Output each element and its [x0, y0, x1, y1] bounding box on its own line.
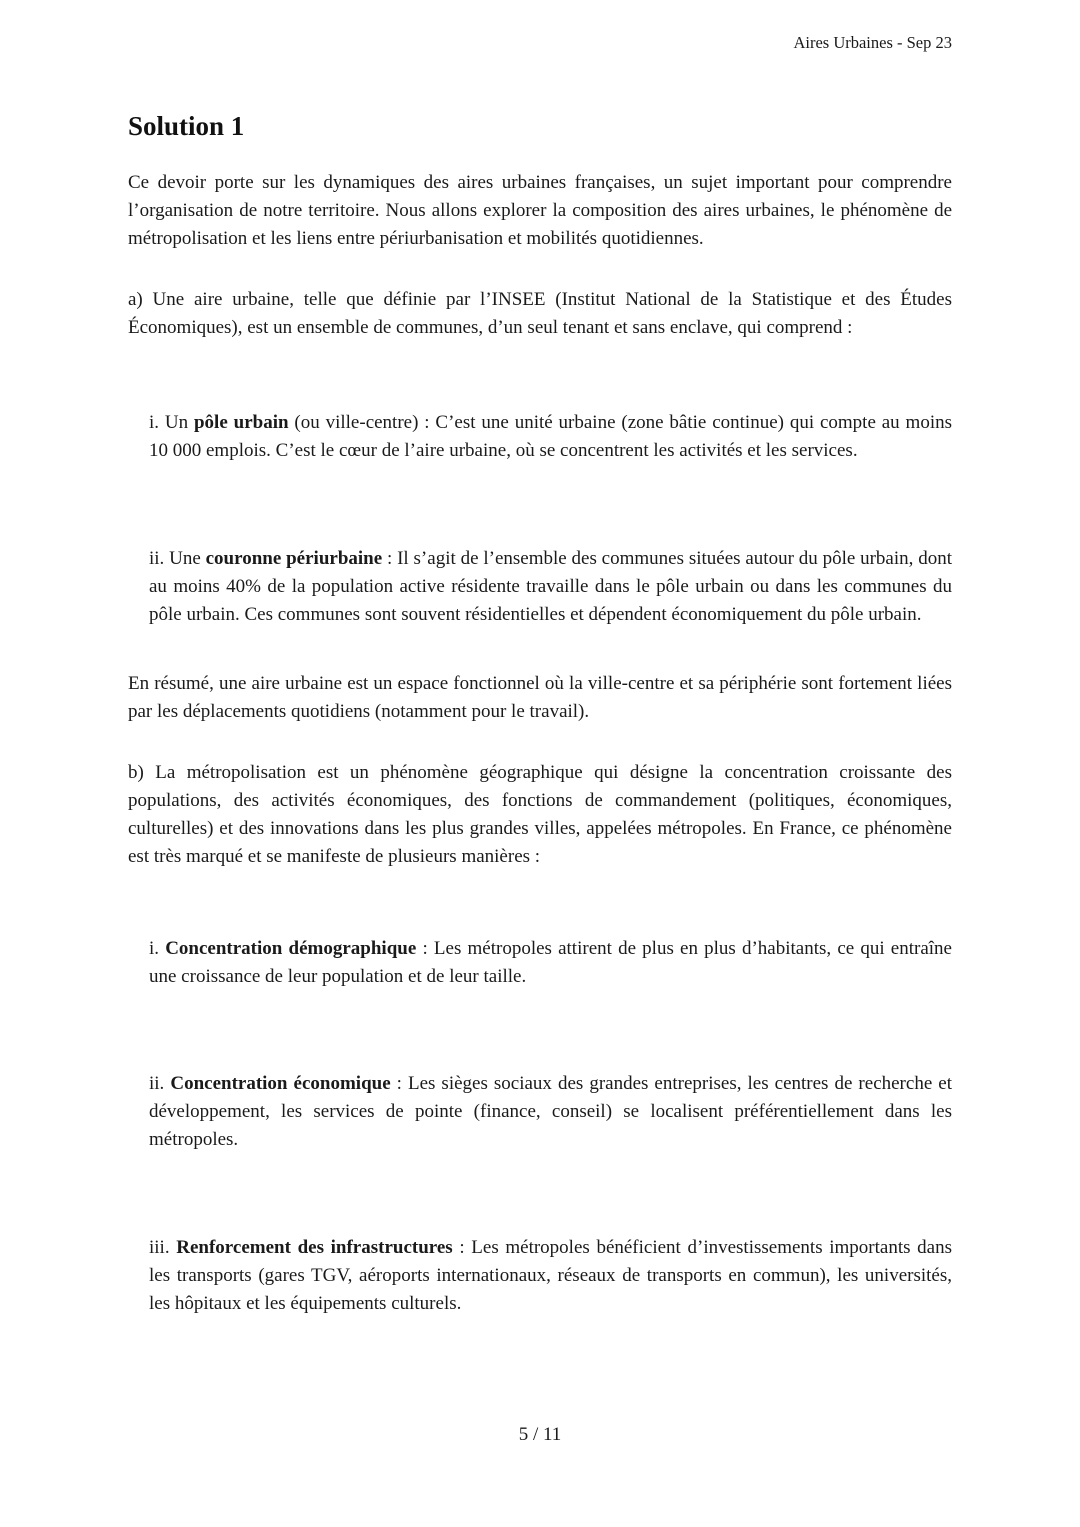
item-prefix: i.	[149, 938, 166, 959]
item-text: : Les métropoles bénéficient d’investissements importants dans les transports (gares TGV, aéroports internationaux, réseaux de transports en commun), les universités, les hôpitaux et les équipements culturels.	[149, 1237, 952, 1314]
list-item-b-i	[149, 935, 952, 991]
list-item-a-ii	[149, 545, 952, 629]
part-b-lead-paragraph: b) La métropolisation est un phénomène géographique qui désigne la concentration croissante des populations, des activités économiques, des fonctions de commandement (politiques, économiques, culturelles) et des innovations dans les plus grandes villes, appelées métropoles. En France, ce phénomène est très marqué et se manifeste de plusieurs manières :	[128, 762, 952, 867]
item-prefix: ii.	[149, 1073, 171, 1094]
page-footer	[0, 1422, 1080, 1448]
item-text: (ou ville-centre) : C’est une unité urbaine (zone bâtie continue) qui compte au moins 10 000 emplois. C’est le cœur de l’aire urbaine, où se concentrent les activités et les services.	[149, 412, 952, 461]
item-text: : Les métropoles attirent de plus en plus d’habitants, ce qui entraîne une croissance de leur population et de leur taille.	[149, 938, 952, 987]
item-text: : Il s’agit de l’ensemble des communes situées autour du pôle urbain, dont au moins 40% de la population active résidente travaille dans le pôle urbain ou dans les communes du pôle urbain. Ces communes sont souvent résidentielles et dépendent économiquement du pôle urbain.	[149, 548, 952, 625]
page-number: 5 / 11	[518, 1424, 562, 1445]
page-header	[793, 33, 952, 53]
list-item-b-ii	[149, 1070, 952, 1154]
section-title: Solution 1	[128, 111, 245, 141]
item-prefix: ii. Une	[149, 548, 206, 569]
part-a-summary-paragraph: En résumé, une aire urbaine est un espace fonctionnel où la ville-centre et sa périphérie sont fortement liées par les déplacements quotidiens (notamment pour le travail).	[128, 673, 952, 722]
item-term: Renforcement des infrastructures	[176, 1237, 453, 1258]
header-text: Aires Urbaines - Sep 23	[793, 33, 952, 52]
item-term: pôle urbain	[193, 412, 289, 433]
item-term: Concentration économique	[170, 1073, 391, 1094]
item-prefix: iii.	[149, 1237, 177, 1258]
item-text: : Les sièges sociaux des grandes entreprises, les centres de recherche et développement, les services de pointe (finance, conseil) se localisent préférentiellement dans les métropoles.	[149, 1073, 952, 1150]
list-item-a-i	[149, 409, 952, 465]
part-a-lead-paragraph: a) Une aire urbaine, telle que définie par l’INSEE (Institut National de la Statistique et des Études Économiques), est un ensemble de communes, d’un seul tenant et sans enclave, qui comprend :	[128, 289, 952, 338]
list-item-b-iii	[149, 1234, 952, 1318]
item-term: Concentration démographique	[165, 938, 417, 959]
item-term: couronne périurbaine	[205, 548, 383, 569]
item-prefix: i. Un	[149, 412, 194, 433]
intro-paragraph: Ce devoir porte sur les dynamiques des aires urbaines françaises, un sujet important pour comprendre l’organisation de notre territoire. Nous allons explorer la composition des aires urbaines, le phénomène de métropolisation et les liens entre périurbanisation et mobilités quotidiennes.	[128, 172, 952, 249]
